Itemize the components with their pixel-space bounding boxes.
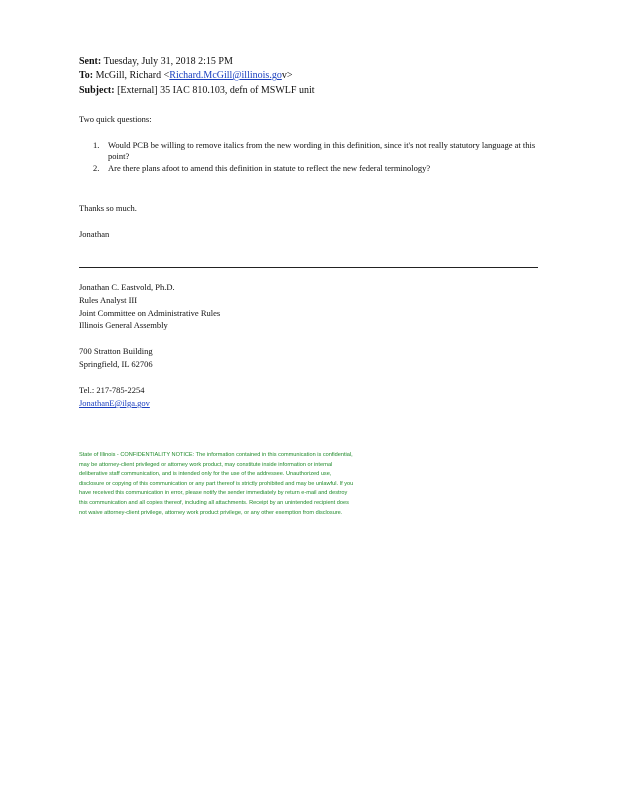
sent-value: Tuesday, July 31, 2018 2:15 PM (103, 56, 233, 67)
confidentiality-notice: State of Illinois - CONFIDENTIALITY NOTICE: The information contained in this communication is confidential, may be attorney-client privileged or attorney work product, may constitute inside information or internal deliberative staff communication, and is intended only for the use of the addressee. Unauthorized use, disclosure or copying of this communication or any part thereof is strictly prohibited and may be unlawful. If you have received this communication in error, please notify the sender immediately by return e-mail and destroy this communication and all copies thereof, including all attachments. Receipt by an unintended recipient does not waive attorney-client privilege, attorney work product privilege, or any other exemption from disclosure. (79, 452, 354, 516)
question-number: 1. (93, 140, 100, 150)
question-number: 2. (93, 163, 100, 173)
question-list (79, 140, 539, 176)
sig-title: Rules Analyst III (79, 295, 138, 305)
sent-row (79, 56, 233, 68)
signature-divider (79, 267, 538, 268)
sig-address-1: 700 Stratton Building (79, 346, 153, 356)
sig-org-1: Joint Committee on Administrative Rules (79, 308, 221, 318)
sig-name: Jonathan C. Eastvold, Ph.D. (79, 282, 175, 292)
list-item (79, 140, 539, 161)
sig-phone: Tel.: 217-785-2254 (79, 385, 145, 395)
to-row (79, 70, 292, 82)
question-text: Would PCB be willing to remove italics from the new wording in this definition, since it's not really statutory language at this point? (108, 140, 536, 161)
body-intro: Two quick questions: (79, 114, 152, 124)
to-email-link[interactable]: Richard.McGill@illinois.go (169, 70, 282, 81)
sig-address-2: Springfield, IL 62706 (79, 359, 153, 369)
subject-label: Subject: (79, 85, 115, 96)
sig-email-link[interactable]: JonathanE@ilga.gov (79, 398, 150, 408)
thanks-line: Thanks so much. (79, 203, 137, 213)
signoff-line: Jonathan (79, 229, 110, 239)
question-text: Are there plans afoot to amend this definition in statute to reflect the new federal terminology? (108, 163, 431, 173)
to-label: To: (79, 70, 94, 81)
subject-row (79, 85, 315, 97)
sig-org-2: Illinois General Assembly (79, 320, 168, 330)
to-name: McGill, Richard < (95, 70, 170, 81)
to-email-close: v> (281, 70, 293, 81)
subject-value: [External] 35 IAC 810.103, defn of MSWLF unit (117, 85, 315, 96)
sent-label: Sent: (79, 56, 102, 67)
sig-email-row (79, 397, 150, 409)
list-item (79, 163, 539, 174)
